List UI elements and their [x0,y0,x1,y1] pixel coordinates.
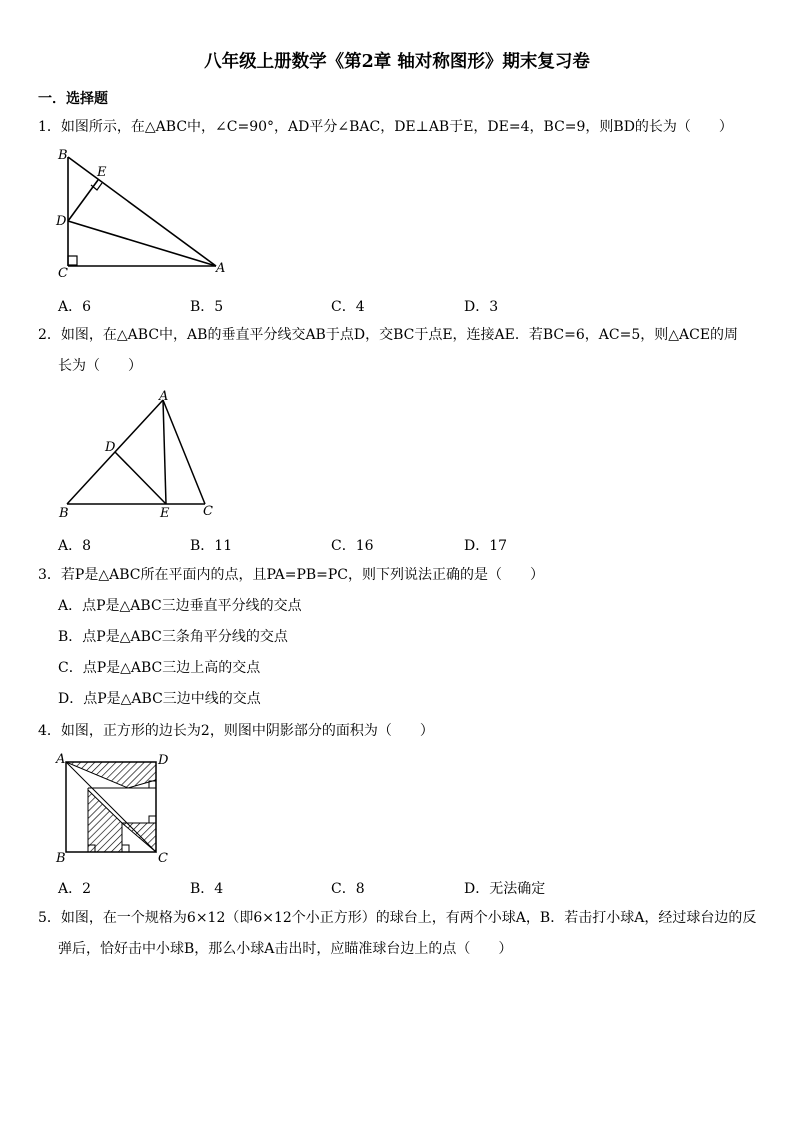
q2-label-e: E [160,506,170,521]
q2-label-c: C [203,504,213,519]
q1-label-b: B [58,148,68,163]
q1-option-d[interactable]: D．3 [464,299,499,315]
q1-label-e: E [97,165,107,180]
q2-side-ac [163,400,205,504]
q4-label-c: C [158,851,168,866]
question-5-stem-line-2: 弹后，恰好击中小球B，那么小球A击出时，应瞄准球台边上的点（ ） [58,941,513,957]
question-4-figure [50,750,180,868]
q3-option-b[interactable]: B．点P是△ABC三条角平分线的交点 [58,629,288,645]
q4-option-b[interactable]: B．4 [190,881,224,897]
q4-label-d: D [158,753,169,768]
question-3-stem: 3．若P是△ABC所在平面内的点，且PA=PB=PC，则下列说法正确的是（ ） [38,567,545,583]
q1-option-c[interactable]: C．4 [331,299,365,315]
question-2-figure [55,388,225,523]
question-1-stem: 1．如图所示，在△ABC中，∠C=90°，AD平分∠BAC，DE⊥AB于E，DE=4，BC=9，则BD的长为（ ） [38,119,733,135]
q2-option-b[interactable]: B．11 [190,538,233,554]
q1-label-a: A [216,261,226,276]
q2-option-a[interactable]: A．8 [58,538,92,554]
q4-label-a: A [56,752,66,767]
page-title: 八年级上册数学《第2章 轴对称图形》期末复习卷 [204,52,590,72]
section-heading: 一．选择题 [38,91,108,107]
q2-label-b: B [59,506,69,521]
q4-option-c[interactable]: C．8 [331,881,365,897]
q1-label-c: C [58,266,68,280]
q3-option-a[interactable]: A．点P是△ABC三边垂直平分线的交点 [58,598,302,614]
q1-option-a[interactable]: A．6 [58,299,92,315]
question-2-stem-line-1: 2．如图，在△ABC中，AB的垂直平分线交AB于点D，交BC于点E，连接AE．若BC=6，AC=5，则△ACE的周 [38,327,739,343]
q2-option-c[interactable]: C．16 [331,538,374,554]
q4-option-d[interactable]: D．无法确定 [464,881,546,897]
q2-label-d: D [105,440,116,455]
question-4-stem: 4．如图，正方形的边长为2，则图中阴影部分的面积为（ ） [38,723,434,739]
q4-right-angle-mark-4 [122,845,129,852]
question-1-figure [50,145,235,280]
q2-label-a: A [159,389,169,404]
q2-segment-de [115,452,166,504]
q3-option-c[interactable]: C．点P是△ABC三边上高的交点 [58,660,261,676]
q4-shaded-right [122,823,156,852]
question-5-stem-line-1: 5．如图，在一个规格为6×12（即6×12个小正方形）的球台上，有两个小球A，B．若击打小球A，经过球台边的反 [38,910,757,926]
q2-option-d[interactable]: D．17 [464,538,508,554]
q1-option-b[interactable]: B．5 [190,299,224,315]
q2-segment-ae [163,400,166,504]
q1-label-d: D [56,214,67,229]
q4-right-angle-mark-2 [149,816,156,823]
question-2-stem-line-2: 长为（ ） [58,358,142,374]
q3-option-d[interactable]: D．点P是△ABC三边中线的交点 [58,691,261,707]
q4-shaded-left [88,790,122,852]
q4-label-b: B [56,851,66,866]
q4-option-a[interactable]: A．2 [58,881,92,897]
